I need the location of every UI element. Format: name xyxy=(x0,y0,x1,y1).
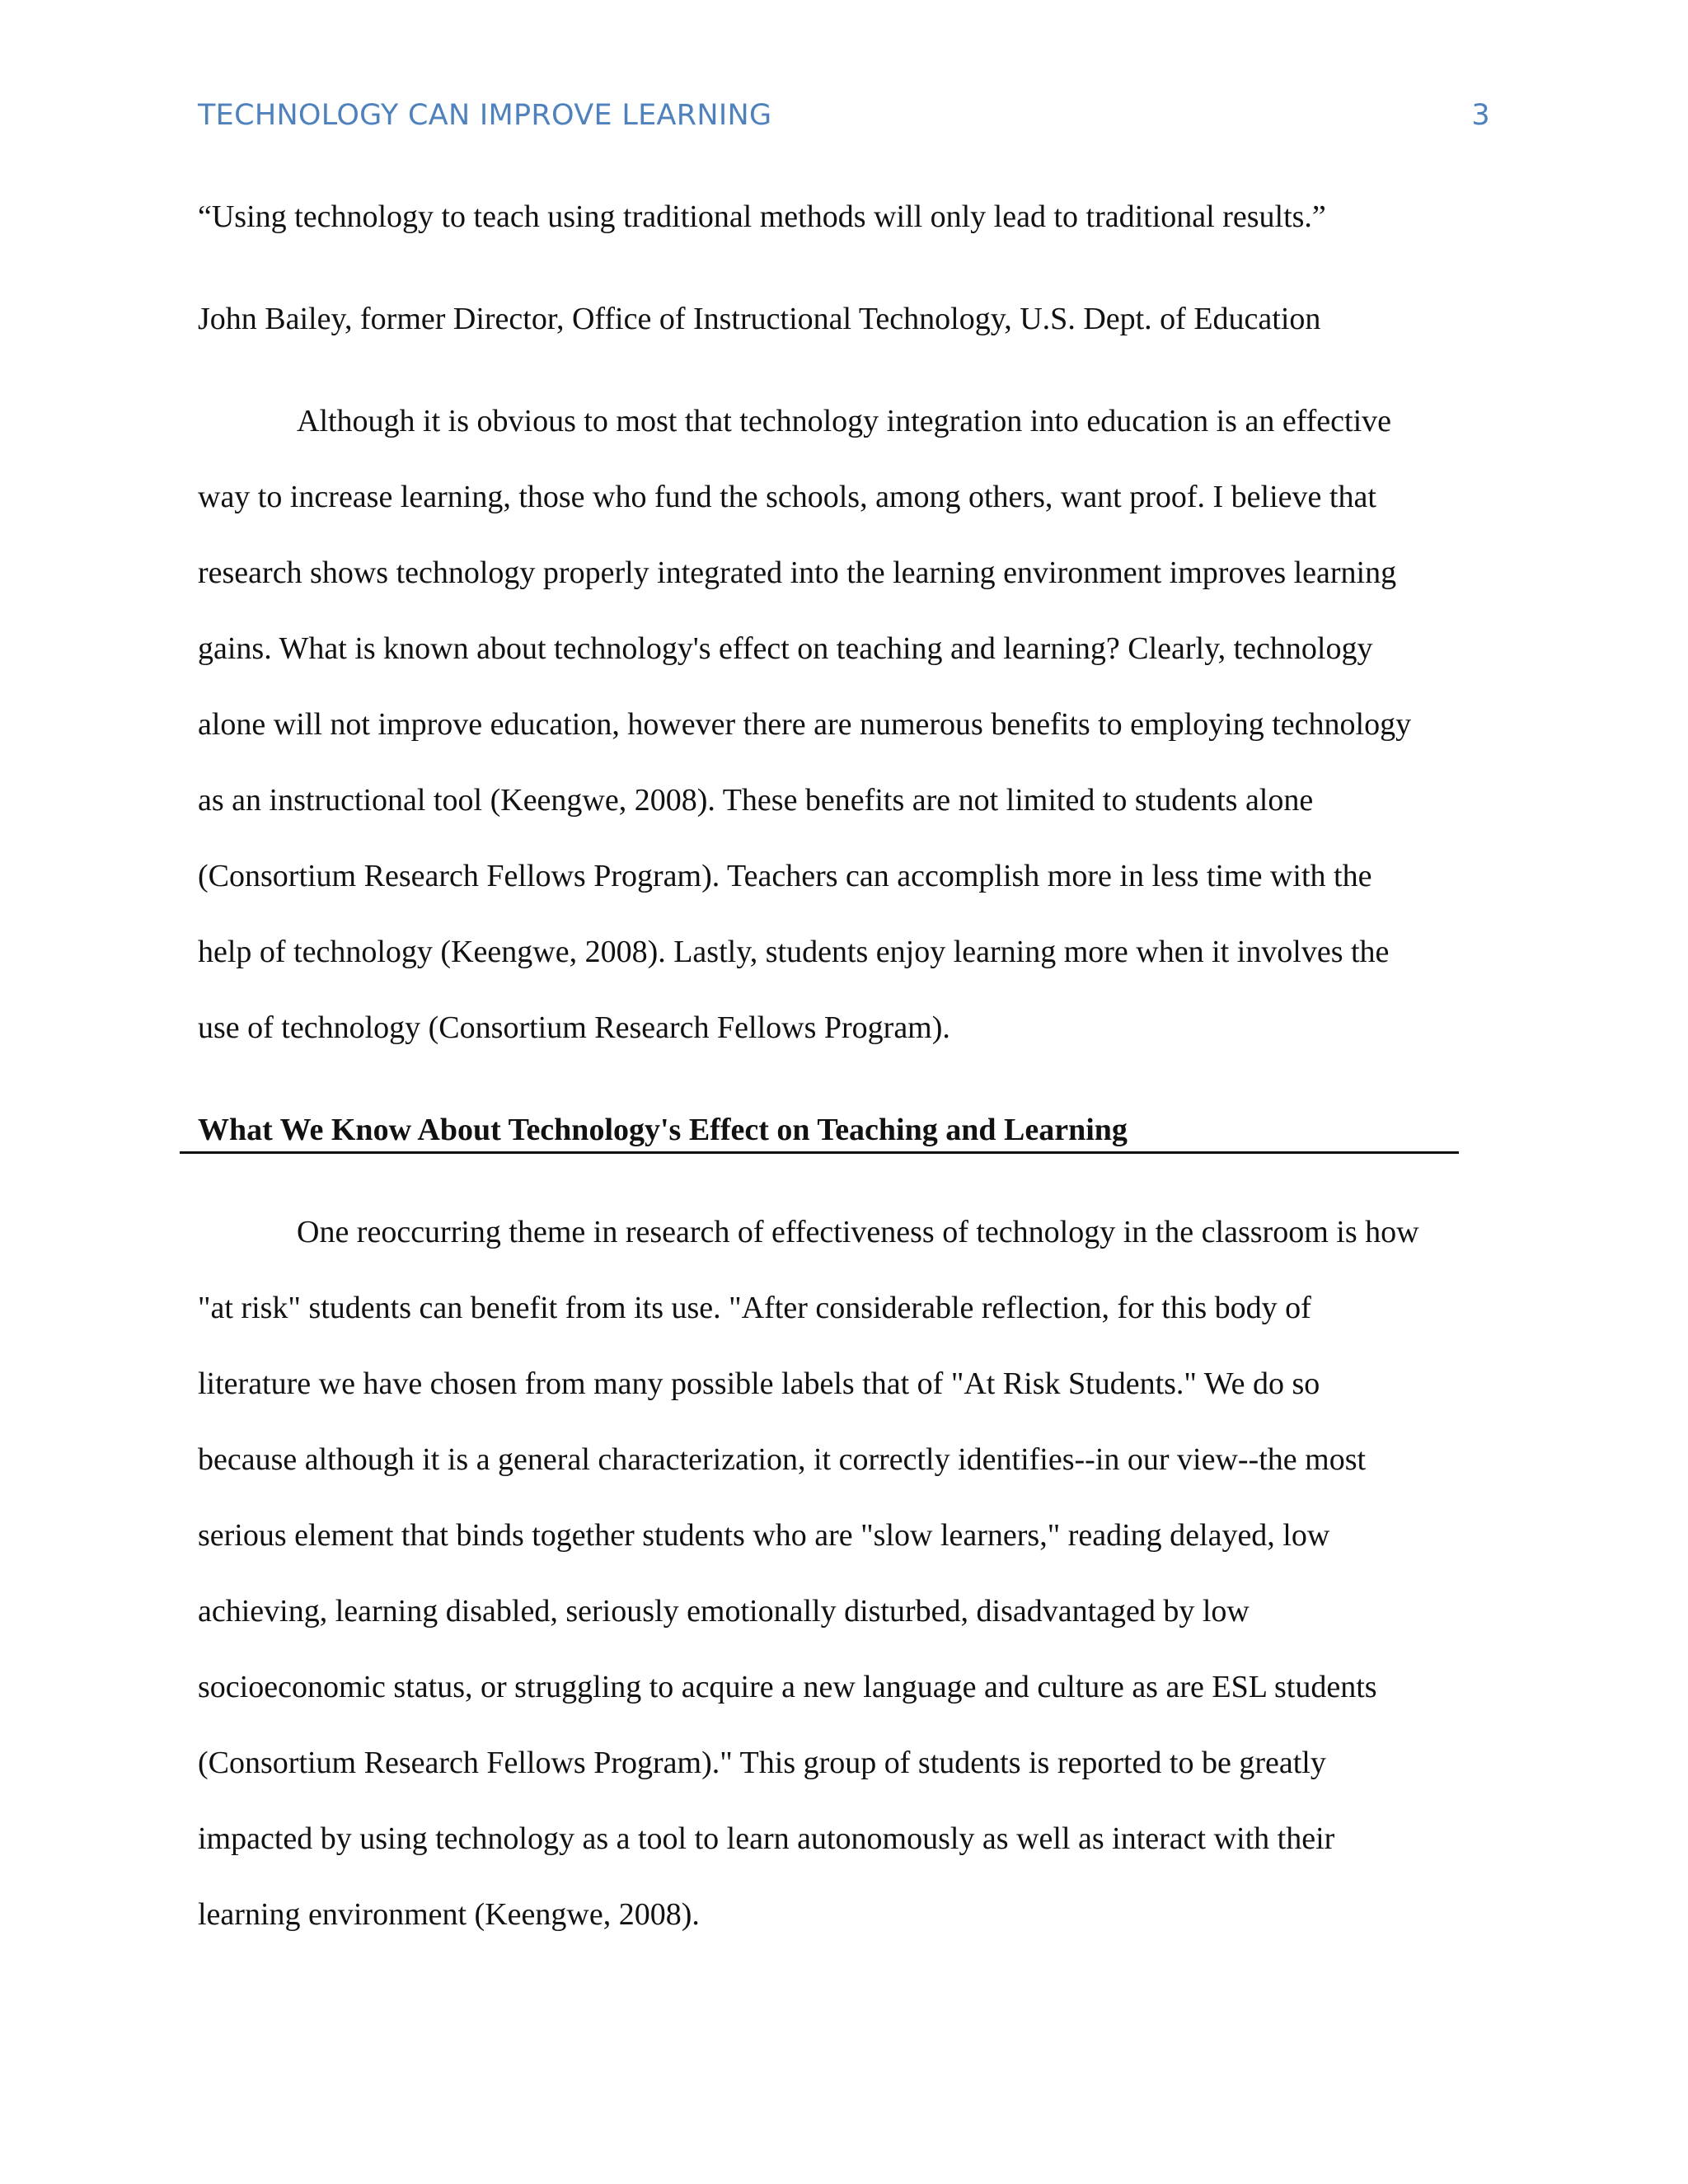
section-heading: What We Know About Technology's Effect on Teaching and Learning xyxy=(198,1113,1128,1147)
paragraph-line: "at risk" students can benefit from its use. "After considerable reflection, for this body of xyxy=(198,1291,1311,1325)
paragraph-line: serious element that binds together students who are "slow learners," reading delayed, low xyxy=(198,1518,1330,1553)
paragraph-line: Although it is obvious to most that technology integration into education is an effective xyxy=(297,404,1392,438)
paragraph-line: socioeconomic status, or struggling to acquire a new language and culture as are ESL students xyxy=(198,1670,1377,1704)
paragraph-line: (Consortium Research Fellows Program). Teachers can accomplish more in less time with the xyxy=(198,859,1372,893)
paragraph-line: alone will not improve education, however there are numerous benefits to employing technology xyxy=(198,707,1412,742)
paragraph-line: gains. What is known about technology's effect on teaching and learning? Clearly, technology xyxy=(198,631,1373,666)
paragraph-line: One reoccurring theme in research of effectiveness of technology in the classroom is how xyxy=(297,1215,1419,1249)
paragraph-line: impacted by using technology as a tool to learn autonomously as well as interact with their xyxy=(198,1821,1335,1856)
page-number: 3 xyxy=(1471,99,1490,132)
paragraph-line: achieving, learning disabled, seriously emotionally disturbed, disadvantaged by low xyxy=(198,1594,1250,1629)
epigraph-attribution: John Bailey, former Director, Office of Instructional Technology, U.S. Dept. of Education xyxy=(198,302,1321,336)
paragraph-line: (Consortium Research Fellows Program)." This group of students is reported to be greatly xyxy=(198,1746,1326,1780)
running-header xyxy=(198,99,1490,142)
running-head-title: TECHNOLOGY CAN IMPROVE LEARNING xyxy=(198,99,772,132)
paragraph-line: use of technology (Consortium Research Fellows Program). xyxy=(198,1010,950,1045)
paragraph-line: way to increase learning, those who fund the schools, among others, want proof. I believe that xyxy=(198,480,1376,514)
section-heading-rule xyxy=(180,1151,1459,1154)
paragraph-line: help of technology (Keengwe, 2008). Lastly, students enjoy learning more when it involves the xyxy=(198,935,1390,969)
epigraph-quote: “Using technology to teach using traditional methods will only lead to traditional results.” xyxy=(198,199,1326,234)
paragraph-line: learning environment (Keengwe, 2008). xyxy=(198,1897,700,1932)
paragraph-line: because although it is a general characterization, it correctly identifies--in our view--the most xyxy=(198,1442,1367,1477)
paragraph-line: literature we have chosen from many possible labels that of "At Risk Students." We do so xyxy=(198,1366,1320,1401)
paragraph-line: as an instructional tool (Keengwe, 2008). These benefits are not limited to students alone xyxy=(198,783,1314,818)
paragraph-line: research shows technology properly integrated into the learning environment improves learning xyxy=(198,555,1397,590)
